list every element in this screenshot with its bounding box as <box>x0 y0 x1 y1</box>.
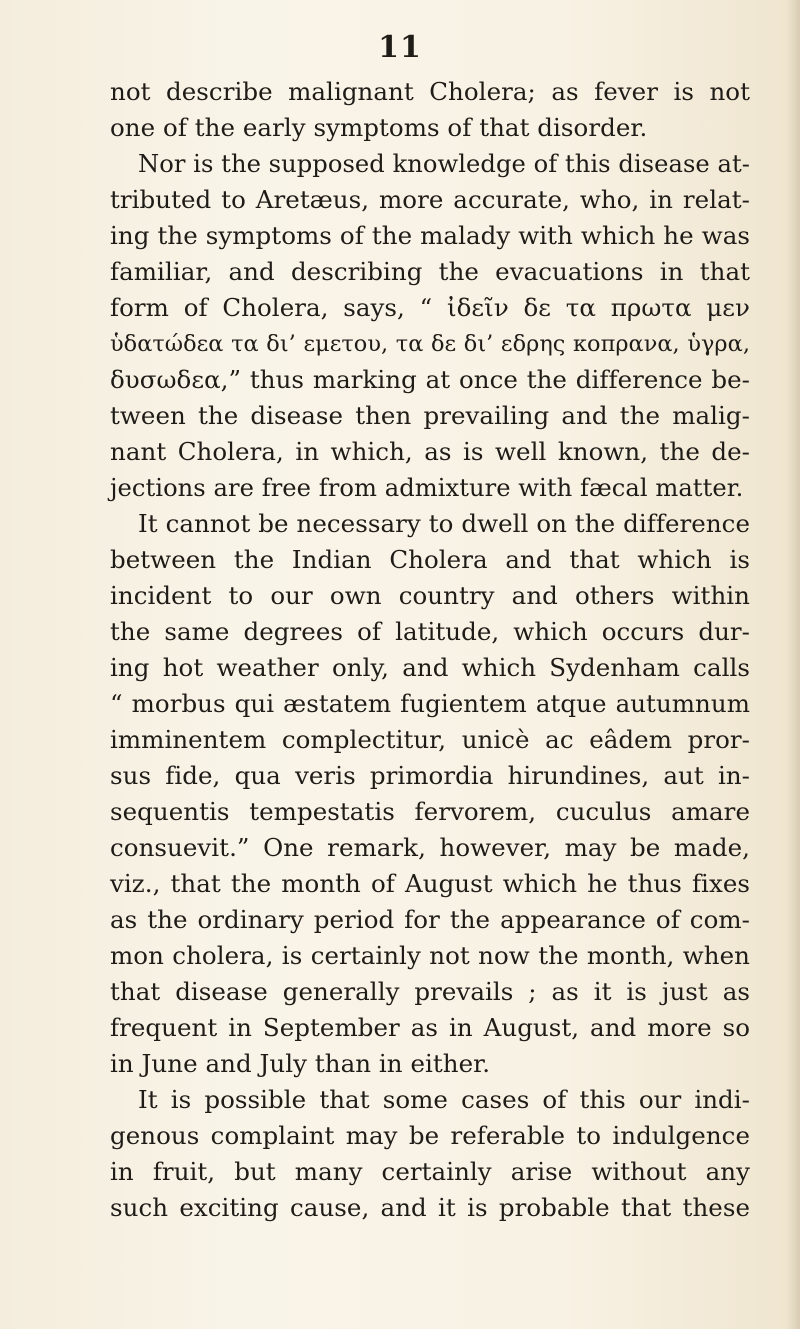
text-line: as the ordinary period for the appearance of com- <box>110 905 750 934</box>
text-line: tributed to Aretæus, more accurate, who, in relat- <box>110 185 750 214</box>
text-line: mon cholera, is certainly not now the month, when <box>110 941 750 970</box>
text-line: incident to our own country and others within <box>110 581 750 610</box>
text-line: genous complaint may be referable to indulgence <box>110 1121 750 1150</box>
text-line: nant Cholera, in which, as is well known, the de- <box>110 437 750 466</box>
text-line: imminentem complectitur, unicè ac eâdem pror- <box>110 725 750 754</box>
text-line: not describe malignant Cholera; as fever is not <box>110 77 750 106</box>
text-line: It cannot be necessary to dwell on the difference <box>138 509 750 538</box>
text-line: sequentis tempestatis fervorem, cuculus amare <box>110 797 750 826</box>
text-line: tween the disease then prevailing and the malig- <box>110 401 750 430</box>
text-line: form of Cholera, says, “ ἰδεῖν δε τα πρωτα μεν <box>110 293 750 322</box>
page-number: 11 <box>378 30 422 65</box>
body-text <box>110 74 750 1226</box>
text-line: such exciting cause, and it is probable that these <box>110 1193 750 1222</box>
text-line: between the Indian Cholera and that which is <box>110 545 750 574</box>
text-line: ing the symptoms of the malady with which he was <box>110 221 750 250</box>
text-line: Nor is the supposed knowledge of this disease at- <box>138 150 750 178</box>
text-line: in June and July than in either. <box>110 1049 491 1078</box>
text-line: jections are free from admixture with fæcal matter. <box>110 474 744 502</box>
text-line: “ morbus qui æstatem fugientem atque autumnum <box>110 689 750 718</box>
page-edge-shadow <box>786 0 800 1329</box>
text-line: consuevit.” One remark, however, may be made, <box>110 833 750 862</box>
text-line: It is possible that some cases of this our indi- <box>138 1085 750 1114</box>
text-line: ὑδατώδεα τα δι’ εμετου, τα δε δι’ εδρης κοπρανα, ὑγρα, <box>110 331 750 357</box>
text-line: δυσωδεα,” thus marking at once the difference be- <box>110 365 750 394</box>
text-line: familiar, and describing the evacuations in that <box>110 257 750 286</box>
text-line: sus fide, qua veris primordia hirundines, aut in- <box>110 761 750 790</box>
text-line: frequent in September as in August, and more so <box>110 1013 750 1042</box>
text-line: the same degrees of latitude, which occurs dur- <box>110 617 750 646</box>
text-line: in fruit, but many certainly arise without any <box>110 1157 750 1186</box>
text-line: ing hot weather only, and which Sydenham calls <box>110 653 750 682</box>
text-line: one of the early symptoms of that disorder. <box>110 113 648 142</box>
text-line: that disease generally prevails ; as it is just as <box>110 977 750 1006</box>
text-line: viz., that the month of August which he thus fixes <box>110 869 750 898</box>
